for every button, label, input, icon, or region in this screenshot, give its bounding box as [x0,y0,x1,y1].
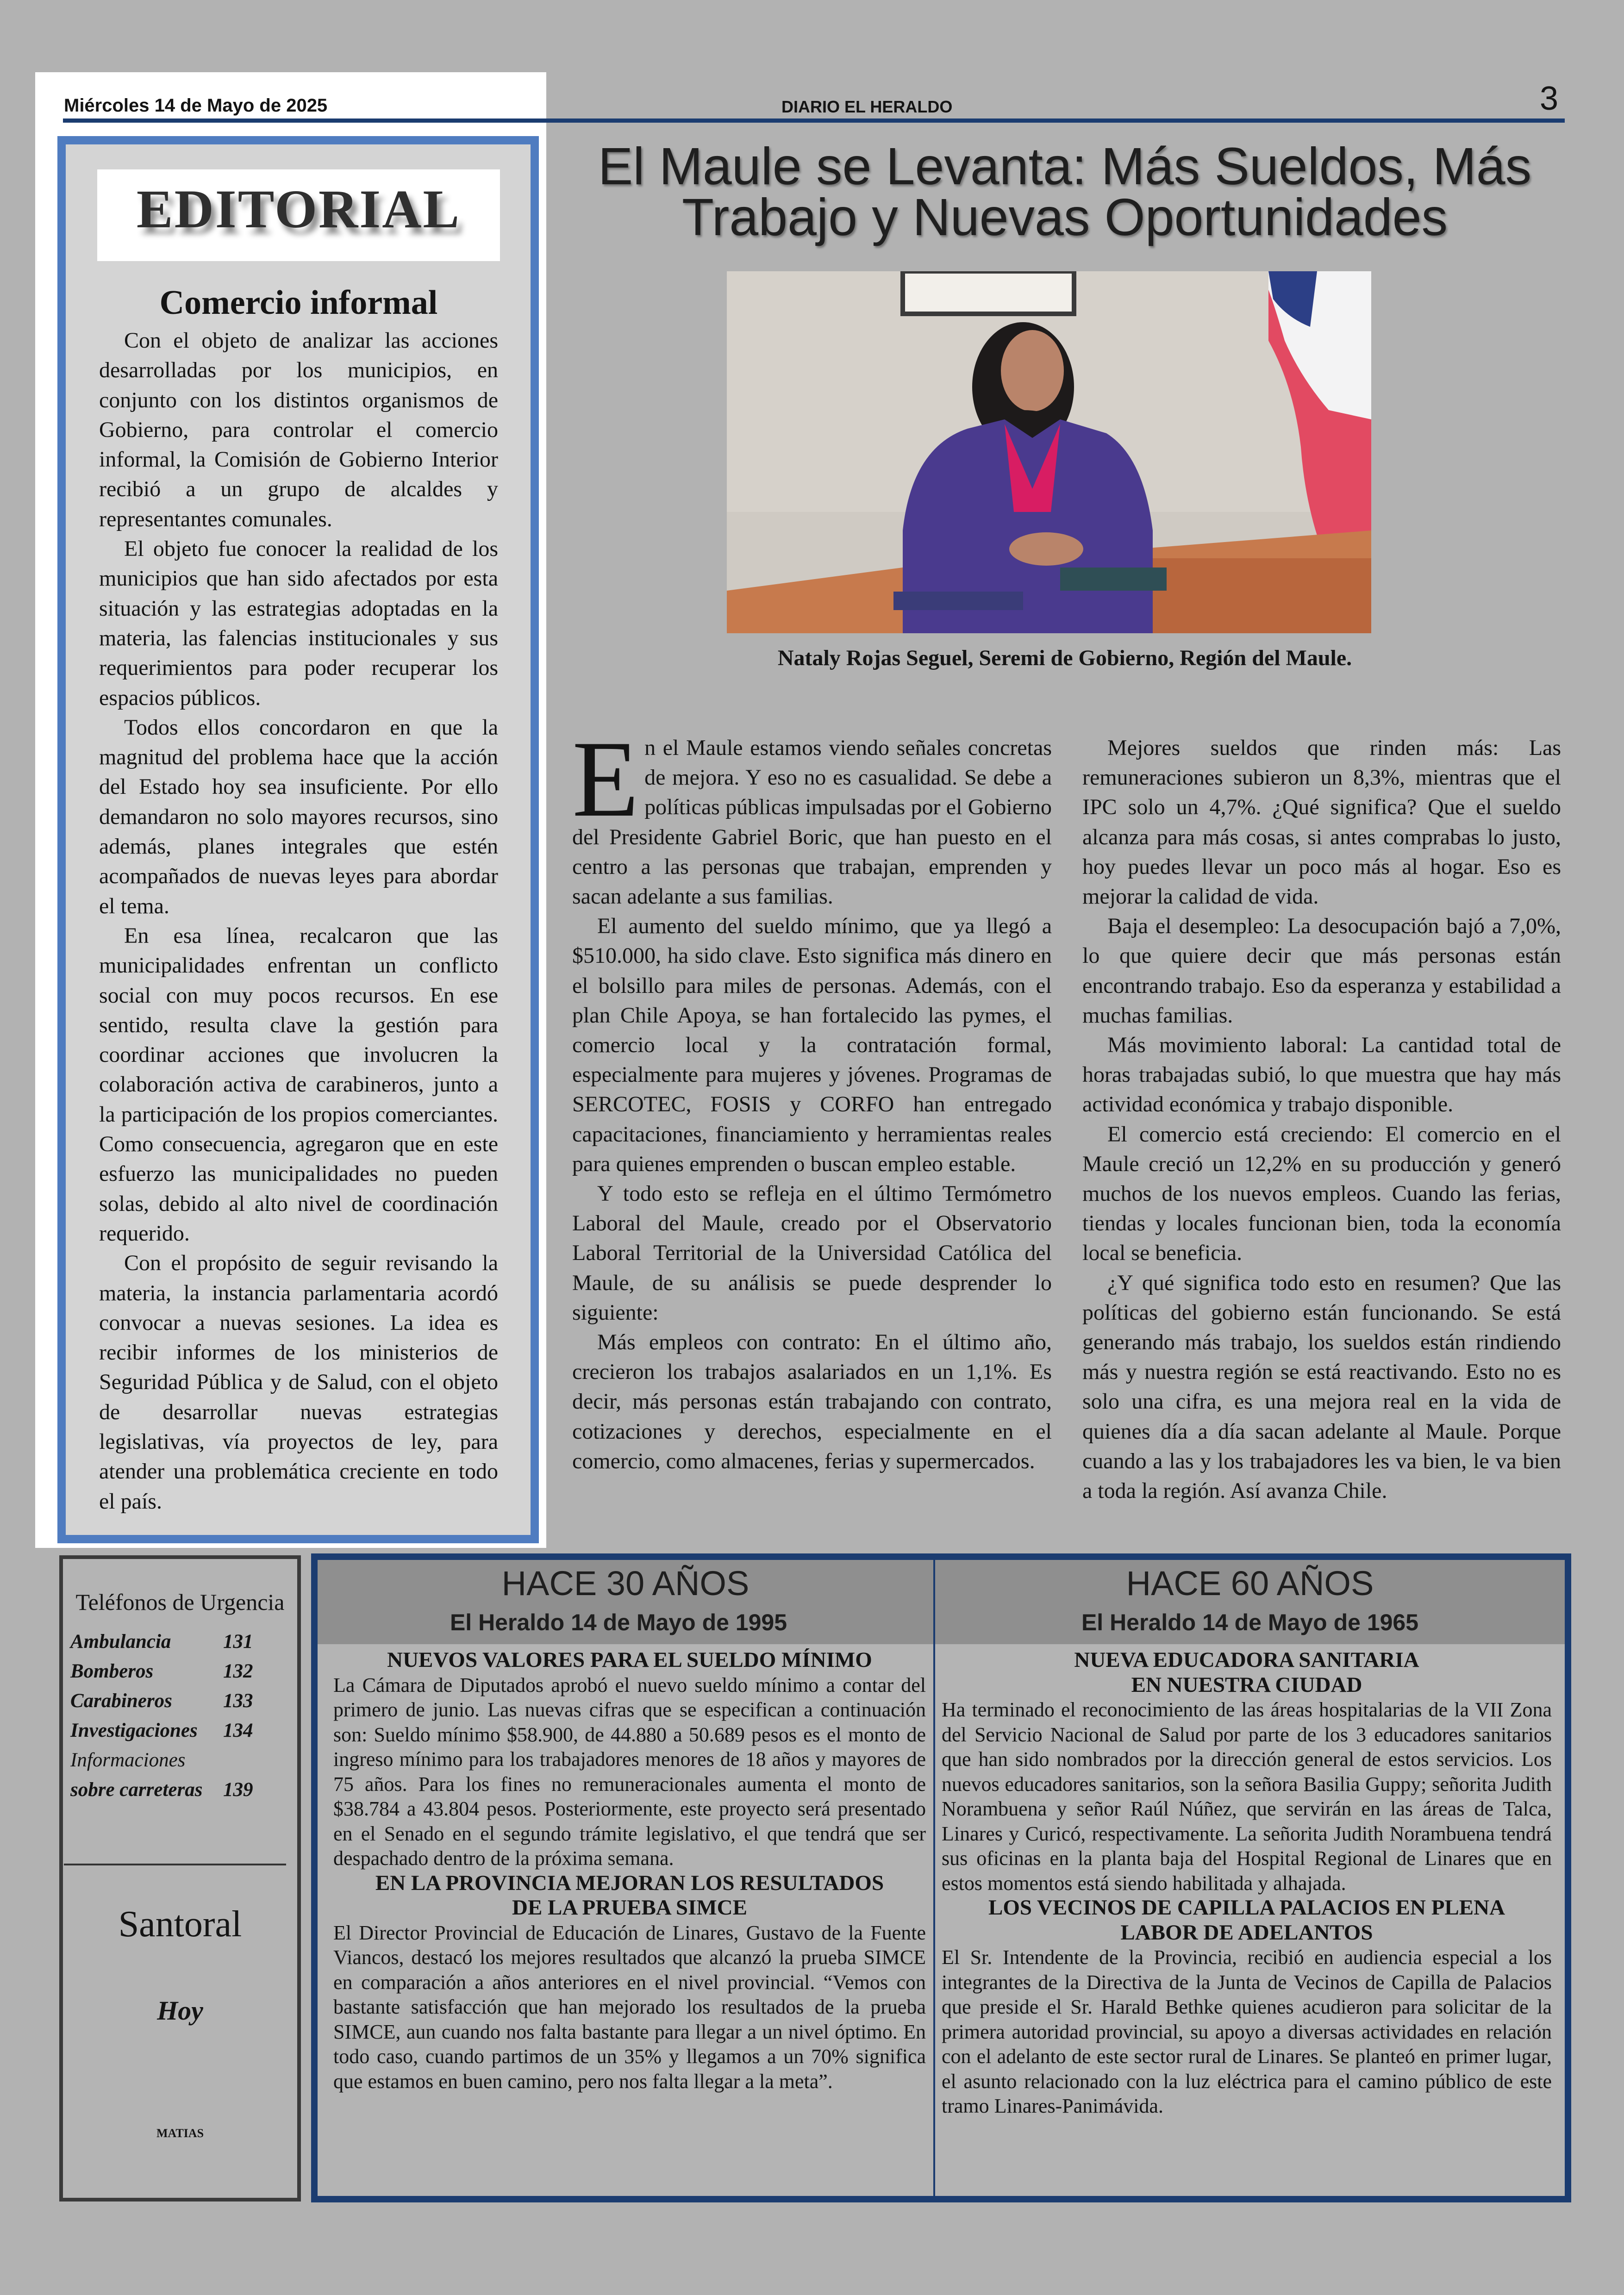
article-column-1 [572,719,1052,1476]
article-paragraph: El aumento del sueldo mínimo, que ya llegó a $510.000, ha sido clave. Esto significa más dinero en el bolsillo para miles de personas. Además, con el plan Chile Apoya, se han fortalecido las pymes, el comercio local y la contratación formal, especialmente para mujeres y jóvenes. Programas de SERCOTEC, FOSIS y CORFO han entregado capacitaciones, financiamiento y herramientas reales para quienes emprenden o buscan empleo estable. [572,914,1052,1176]
editorial-paragraph: El objeto fue conocer la realidad de los municipios que han sido afectados por esta situación y las estrategias adoptadas en la materia, las falencias institucionales y sus requerimientos para poder recuperar los espacios públicos. [99,536,498,710]
phone-row [70,1749,293,1778]
editorial-banner-text: EDITORIAL [136,179,461,239]
phones-divider [64,1864,286,1865]
phone-number: 132 [223,1660,253,1682]
hace60-story1-title-line2: EN NUESTRA CIUDAD [1131,1672,1362,1697]
santoral-today-label: Hoy [157,1996,203,2026]
hace30-story2-body: El Director Provincial de Educación de Linares, Gustavo de la Fuente Viancos, destacó los mejores resultados que alcanzó la prueba SIMCE en comparación a años anteriores en el nivel provincial. “Vemos con bastante satisfacción que han mejorado los resultados de la prueba SIMCE, aun cuando nos falta bastante para llegar a un nivel óptimo. En todo caso, cuando partimos de un 35% y llegamos a un 70% significa que estamos en buen camino, pero nos falta llegar a la meta”. [333,1921,926,2093]
phone-row [70,1719,293,1749]
phones-title: Teléfonos de Urgencia [75,1589,285,1615]
hace60-story2-body: El Sr. Intendente de la Provincia, recibió en audiencia especial a los integrantes de la Directiva de la Junta de Vecinos de Capilla de Palacios que preside el Sr. Harald Bethke quienes acudieron para solicitar de la primera autoridad provincial, su apoyo a diversas actividades en relación con el adelanto de este sector rural de Linares. Se planteó en primer lugar, el asunto relacionado con la luz eléctrica para el camino público de este tramo Linares-Panimávida. [942,1946,1552,2117]
article-lead-text: n el Maule estamos viendo señales concretas de mejora. Y eso no es casualidad. Se debe a políticas públicas impulsadas por el Gobierno del Presidente Gabriel Boric, que han puesto en el centro a las personas que trabajan, emprenden y sacan adelante a sus familias. [572,736,1052,909]
hace60-story2-title-line2: LABOR DE ADELANTOS [1120,1920,1373,1945]
article-paragraph: Mejores sueldos que rinden más: Las remuneraciones subieron un 8,3%, mientras que el IPC solo un 4,7%. ¿Qué significa? Que el sueldo alcanza para más cosas, si antes comprabas lo justo, hoy puedes llevar un poco más al hogar. Eso es mejorar la calidad de vida. [1082,736,1561,909]
hace30-date: El Heraldo 14 de Mayo de 1995 [450,1609,787,1635]
phone-name: Investigaciones [70,1720,198,1741]
hace60-story2-title-line1: LOS VECINOS DE CAPILLA PALACIOS EN PLENA [988,1896,1505,1920]
phone-name: sobre carreteras [70,1779,203,1801]
phone-row [70,1660,293,1690]
phones-list [70,1630,293,1808]
header-date: Miércoles 14 de Mayo de 2025 [64,95,328,116]
article-photo [727,271,1371,633]
phone-number: 133 [223,1690,253,1712]
phone-number: 134 [223,1720,253,1741]
article-paragraph: Más movimiento laboral: La cantidad total de horas trabajadas subió, lo que muestra que hay más actividad económica y trabajo disponible. [1082,1033,1561,1117]
phone-row [70,1690,293,1719]
article-paragraph [572,719,1052,911]
hace60-date: El Heraldo 14 de Mayo de 1965 [1081,1609,1419,1635]
editorial-paragraph: Con el objeto de analizar las acciones desarrolladas por los municipios, en conjunto con los distintos organismos de Gobierno, para controlar el comercio informal, la Comisión de Gobierno Interior recibió a un grupo de alcaldes y representantes comunales. [99,328,498,531]
headline-line-1: El Maule se Levanta: Más Sueldos, Más [598,137,1532,195]
article-paragraph: ¿Y qué significa todo esto en resumen? Que las políticas del gobierno están funcionando. Se está generando más trabajo, los sueldos están rindiendo más y nuestra región se está reactivando. Esto no es solo una cifra, es una mejora real en la vida de quienes día a día sacan adelante al Maule. Porque cuando a las y los trabajadores les va bien, le va bien a toda la región. Así avanza Chile. [1082,1270,1561,1503]
phone-row [70,1630,293,1660]
editorial-paragraph: Con el propósito de seguir revisando la materia, la instancia parlamentaria acordó convocar a nuevas sesiones. La idea es recibir informes de los ministerios de Seguridad Pública y de Salud, con el objeto de desarrollar nuevas estrategias legislativas, vía proyectos de ley, para atender una problemática creciente en todo el país. [99,1251,498,1514]
hace-column-divider [933,1560,935,2196]
hace30-column [333,1648,926,2094]
editorial-paragraph: Todos ellos concordaron en que la magnitud del problema hace que la acción del Estado hoy sea insuficiente. Por ello demandaron no solo mayores recursos, sino además, planes integrales que estén acompañados de nuevas leyes para abordar el tema. [99,715,498,918]
header-page-number: 3 [1540,80,1559,117]
header-rule [63,118,1565,123]
hace30-story2-title [333,1871,926,1921]
hace60-column [942,1648,1552,2119]
article-paragraph: El comercio está creciendo: El comercio en el Maule creció un 12,2% en su producción y generó muchos de los nuevos empleos. Cuando las ferias, tiendas y locales funcionan bien, toda la economía local se beneficia. [1082,1122,1561,1266]
article-paragraph: Baja el desempleo: La desocupación bajó a 7,0%, lo que quiere decir que más personas están encontrando trabajo. Eso da esperanza y estabilidad a muchas familias. [1082,914,1561,1028]
editorial-paragraph: En esa línea, recalcaron que las municipalidades enfrentan un conflicto social con muy pocos recursos. En ese sentido, resulta clave la gestión para coordinar acciones que involucren la colaboración activa de carabineros, junto a la participación de los propios comerciantes. Como consecuencia, agregaron que en este esfuerzo las municipalidades no pueden solas, debido al alto nivel de coordinación requerido. [99,923,498,1246]
hace30-story2-title-line1: EN LA PROVINCIA MEJORAN LOS RESULTADOS [375,1871,884,1895]
drop-cap: E [572,719,639,840]
hace30-story2-title-line2: DE LA PRUEBA SIMCE [512,1896,747,1920]
hace60-title: HACE 60 AÑOS [1126,1564,1374,1603]
hace60-story2-title [942,1896,1552,1945]
phone-name: Carabineros [70,1690,172,1712]
phone-name: Bomberos [70,1660,154,1682]
headline-line-2: Trabajo y Nuevas Oportunidades [681,188,1448,246]
article-column-2 [1082,733,1561,1506]
phone-number: 131 [223,1631,253,1653]
hace60-story1-title [942,1648,1552,1697]
main-headline [579,137,1551,246]
phone-number: 139 [223,1779,253,1801]
hace30-story1-title: NUEVOS VALORES PARA EL SUELDO MÍNIMO [387,1648,872,1672]
article-paragraph: Y todo esto se refleja en el último Termómetro Laboral del Maule, creado por el Observatorio Laboral Territorial de la Universidad Católica del Maule, de su análisis se puede desprender lo siguiente: [572,1181,1052,1325]
phone-row [70,1778,293,1808]
editorial-title: Comercio informal [159,284,438,322]
hace30-title: HACE 30 AÑOS [501,1564,750,1603]
phone-info-label: Informaciones [70,1749,186,1771]
hace60-story1-body: Ha terminado el reconocimiento de las áreas hospitalarias de la VII Zona del Servicio Nacional de Salud por parte de los 3 educadores sanitarios que han sido nombrados por la dirección general de estos servicios. Los nuevos educadores sanitarios, son la señora Basilia Guppy; señorita Judith Norambuena y señor Raúl Núñez, que servirán en las áreas de Talca, Linares y Curicó, respectivamente. La señorita Judith Norambuena tendrá sus oficinas en la planta baja del Hospital Regional de Linares que en estos momentos está siendo habilitada y alhajada. [942,1698,1552,1895]
article-paragraph: Más empleos con contrato: En el último año, crecieron los trabajos asalariados en un 1,1%. Es decir, más personas están trabajando con contrato, cotizaciones y derechos, especialmente en el comercio, como almacenes, ferias y supermercados. [572,1330,1052,1473]
hace60-story1-title-line1: NUEVA EDUCADORA SANITARIA [1074,1648,1419,1672]
santoral-name: MATIAS [156,2127,204,2140]
photo-caption: Nataly Rojas Seguel, Seremi de Gobierno, Región del Maule. [777,646,1352,670]
hace30-story1-body: La Cámara de Diputados aprobó el nuevo sueldo mínimo a contar del primero de junio. Las nuevas cifras que se especifican a continuación son: Sueldo mínimo $58.900, de 44.880 a 50.689 pesos es el monto de ingreso mínimo para los trabajadores menores de 18 años y mayores de 75 años. Para los fines no remuneracionales aumenta el monto de $38.784 a 43.804 pesos. Posteriormente, este proyecto será presentado en el Senado en el segundo trámite legislativo, el que tendrá que ser despachado dentro de la próxima semana. [333,1673,926,1870]
header-paper-name: DIARIO EL HERALDO [781,97,953,116]
phone-name: Ambulancia [70,1631,171,1653]
editorial-body [99,326,498,1516]
santoral-title: Santoral [118,1904,242,1945]
